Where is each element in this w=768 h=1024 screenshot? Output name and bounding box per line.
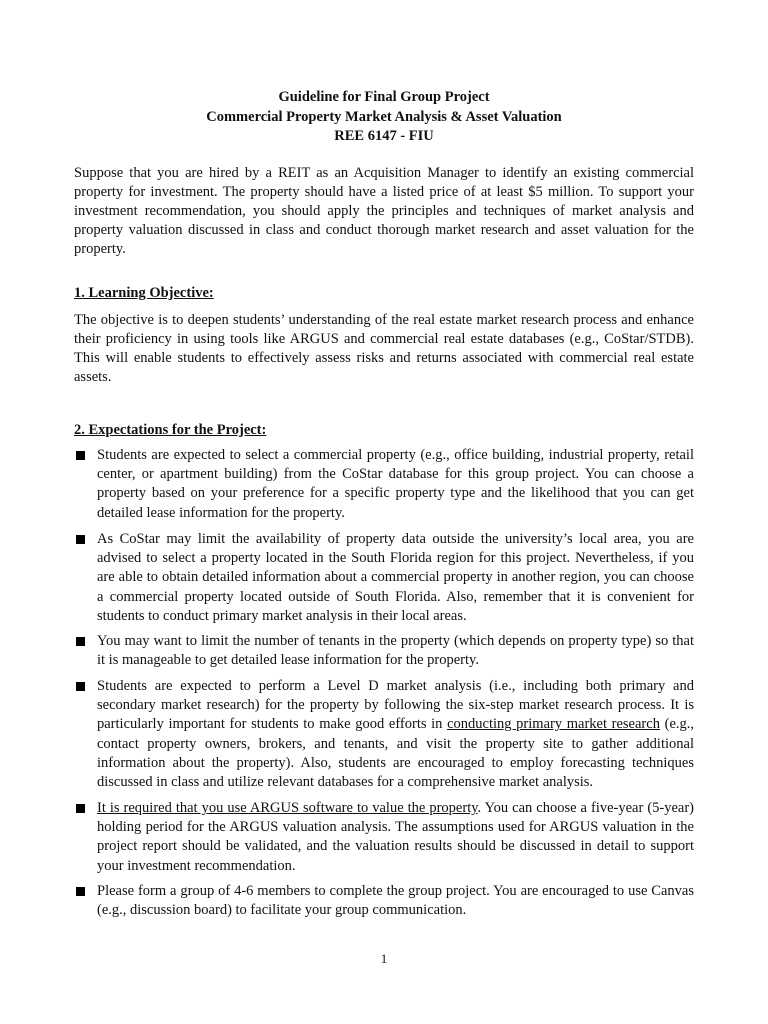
bullet-item (74, 882, 694, 920)
title-line-2: Commercial Property Market Analysis & Asset Valuation (206, 108, 562, 125)
bullet-item (74, 530, 694, 626)
bullet-item (74, 446, 694, 523)
bullet-square-icon (76, 887, 85, 896)
bullet-square-icon (76, 682, 85, 691)
intro-paragraph: Suppose that you are hired by a REIT as an Acquisition Manager to identify an existing commercial property for investment. The property should have a listed price of at least $5 million. To support your investment recommendation, you should apply the principles and techniques of market analysis and property valuation discussed in class and conduct thorough market research and asset valuation for the property. (74, 165, 694, 257)
bullet-text (97, 799, 694, 876)
bullet-item (74, 799, 694, 876)
bullet-text: Students are expected to select a commercial property (e.g., office building, industrial property, retail center, or apartment building) from the CoStar database for this group project. You can choose a property based on your preference for a specific property type and the likelihood that you can get detailed lease information for the property. (97, 447, 694, 521)
bullet-text-part: (e.g., contact property owners, brokers, and tenants, and visit the property site to gather additional information about the property). Also, students are encouraged to employ forecasting techniques discussed in class and utilize relevant databases for a comprehensive market analysis. (97, 716, 694, 791)
underlined-text: It is required that you use ARGUS software to value the property (97, 800, 478, 816)
bullet-text (97, 677, 694, 792)
bullet-text-part: Students are expected to perform a Level D market analysis (i.e., including both primary and secondary market research) for the property by following the six-step market research process. It is particularly important for students to make good efforts in (97, 678, 694, 733)
bullet-text: You may want to limit the number of tenants in the property (which depends on property type) so that it is manageable to get detailed lease information for the property. (97, 633, 694, 669)
section-1-body: The objective is to deepen students’ understanding of the real estate market research process and enhance their proficiency in using tools like ARGUS and commercial real estate databases (e.g., CoStar/STDB). This will enable students to effectively assess risks and returns associated with commercial real estate assets. (74, 312, 694, 385)
bullet-text: As CoStar may limit the availability of property data outside the university’s local area, you are advised to select a property located in the South Florida region for this project. Nevertheless, if you are able to obtain detailed information about a commercial property in another region, you can choose a commercial property located outside of South Florida. Also, remember that it is convenient for students to conduct primary market analysis in their local areas. (97, 531, 694, 624)
bullet-item (74, 632, 694, 670)
bullet-square-icon (76, 451, 85, 460)
section-1-heading: 1. Learning Objective: (74, 285, 214, 301)
bullet-text: Please form a group of 4-6 members to complete the group project. You are encouraged to use Canvas (e.g., discussion board) to facilitate your group communication. (97, 883, 694, 919)
bullet-item (74, 677, 694, 792)
page-number: 1 (380, 951, 388, 966)
bullet-text-part: . You can choose a five-year (5-year) holding period for the ARGUS valuation analysis. The assumptions used for ARGUS valuation in the project report should be validated, and the valuation results should be discussed in detail to support your investment recommendation. (97, 800, 695, 874)
title-line-3: REE 6147 - FIU (334, 128, 434, 144)
bullet-square-icon (76, 637, 85, 646)
bullet-square-icon (76, 535, 85, 544)
section-2-heading: 2. Expectations for the Project: (74, 422, 267, 438)
document-title (74, 88, 694, 147)
underlined-text: conducting primary market research (447, 716, 660, 733)
title-line-1: Guideline for Final Group Project (278, 89, 490, 105)
bullet-square-icon (76, 804, 85, 813)
